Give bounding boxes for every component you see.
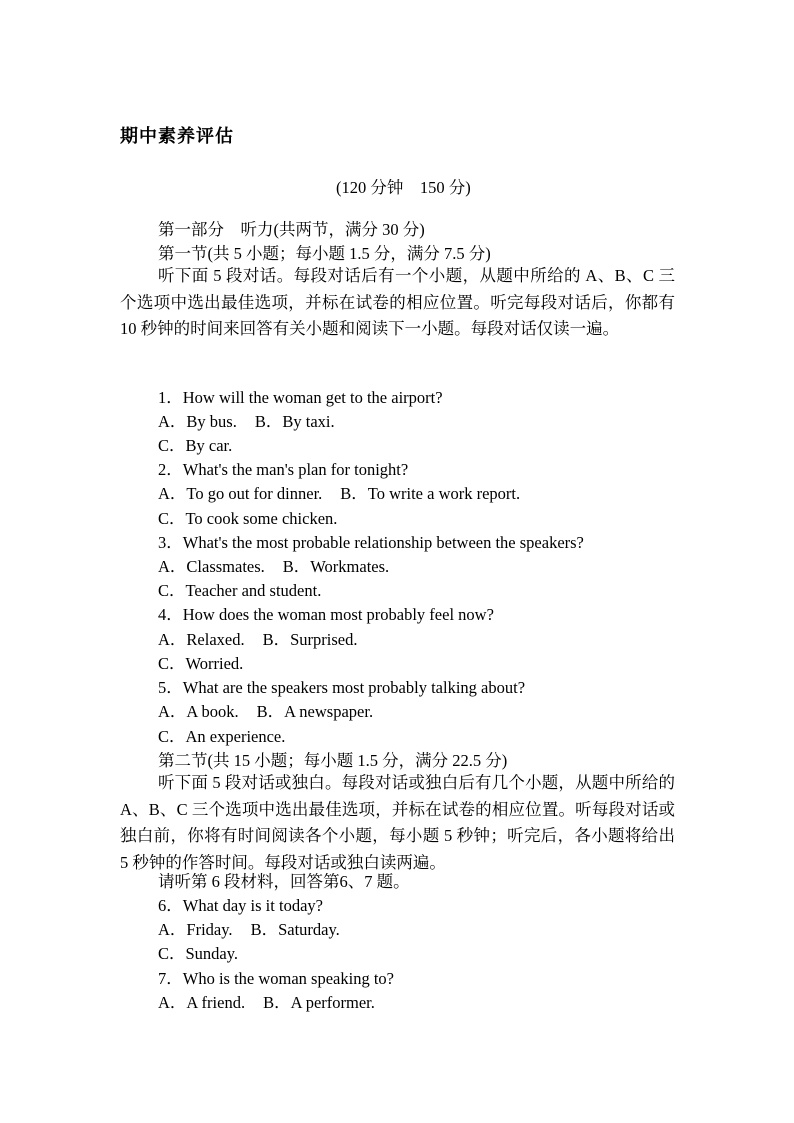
option-a: A．A friend. xyxy=(158,993,246,1012)
option-b: B．A newspaper. xyxy=(256,702,374,721)
question-2-options-ab xyxy=(158,482,520,506)
question-3-option-c: C．Teacher and student. xyxy=(158,581,322,600)
material-6-note: 请听第 6 段材料，回答第6、7 题。 xyxy=(158,872,410,891)
option-b: B．Saturday. xyxy=(250,920,340,939)
question-4-option-c: C．Worried. xyxy=(158,654,244,673)
question-4-stem: 4．How does the woman most probably feel now? xyxy=(158,605,494,624)
question-1-options-ab xyxy=(158,410,335,434)
option-b: B．To write a work report. xyxy=(340,484,521,503)
question-5-stem: 5．What are the speakers most probably talking about? xyxy=(158,678,526,697)
part1-heading: 第一部分 听力(共两节，满分 30 分) xyxy=(158,220,425,239)
question-3-options-ab xyxy=(158,555,389,579)
question-4-options-ab xyxy=(158,628,357,652)
question-6-stem: 6．What day is it today? xyxy=(158,896,323,915)
option-b: B．By taxi. xyxy=(254,412,335,431)
option-a: A．Classmates. xyxy=(158,557,265,576)
option-b: B．A performer. xyxy=(263,993,375,1012)
question-3-stem: 3．What's the most probable relationship between the speakers? xyxy=(158,533,584,552)
option-b: B．Workmates. xyxy=(282,557,390,576)
question-6-option-c: C．Sunday. xyxy=(158,944,239,963)
question-2-option-c: C．To cook some chicken. xyxy=(158,509,338,528)
section2-heading: 第二节(共 15 小题；每小题 1.5 分，满分 22.5 分) xyxy=(158,751,508,770)
question-5-option-c: C．An experience. xyxy=(158,727,286,746)
question-2-stem: 2．What's the man's plan for tonight? xyxy=(158,460,409,479)
page-title: 期中素养评估 xyxy=(120,126,234,146)
section1-instructions: 听下面 5 段对话。每段对话后有一个小题，从题中所给的 A、B、C 三个选项中选出最佳选项，并标在试卷的相应位置。听完每段对话后，你都有 10 秒钟的时间来回答有关小题和阅读下一小题。每段对话仅读一遍。 xyxy=(120,266,675,338)
option-a: A．Relaxed. xyxy=(158,630,245,649)
question-5-options-ab xyxy=(158,700,373,724)
option-a: A．By bus. xyxy=(158,412,237,431)
section1-heading: 第一节(共 5 小题；每小题 1.5 分，满分 7.5 分) xyxy=(158,244,491,263)
option-a: A．Friday. xyxy=(158,920,233,939)
option-a: A．To go out for dinner. xyxy=(158,484,323,503)
question-6-options-ab xyxy=(158,918,340,942)
question-1-stem: 1．How will the woman get to the airport? xyxy=(158,388,443,407)
option-b: B．Surprised. xyxy=(262,630,358,649)
question-7-options-ab xyxy=(158,991,375,1015)
option-a: A．A book. xyxy=(158,702,239,721)
question-7-stem: 7．Who is the woman speaking to? xyxy=(158,969,394,988)
time-and-score: (120 分钟 150 分) xyxy=(336,178,471,197)
section2-instructions: 听下面 5 段对话或独白。每段对话或独白后有几个小题，从题中所给的 A、B、C 三个选项中选出最佳选项，并标在试卷的相应位置。听每段对话或独白前，你将有时间阅读各个小题，每小题 5 秒钟；听完后，各小题将给出 5 秒钟的作答时间。每段对话或独白读两遍。 xyxy=(120,773,675,872)
question-1-option-c: C．By car. xyxy=(158,436,233,455)
